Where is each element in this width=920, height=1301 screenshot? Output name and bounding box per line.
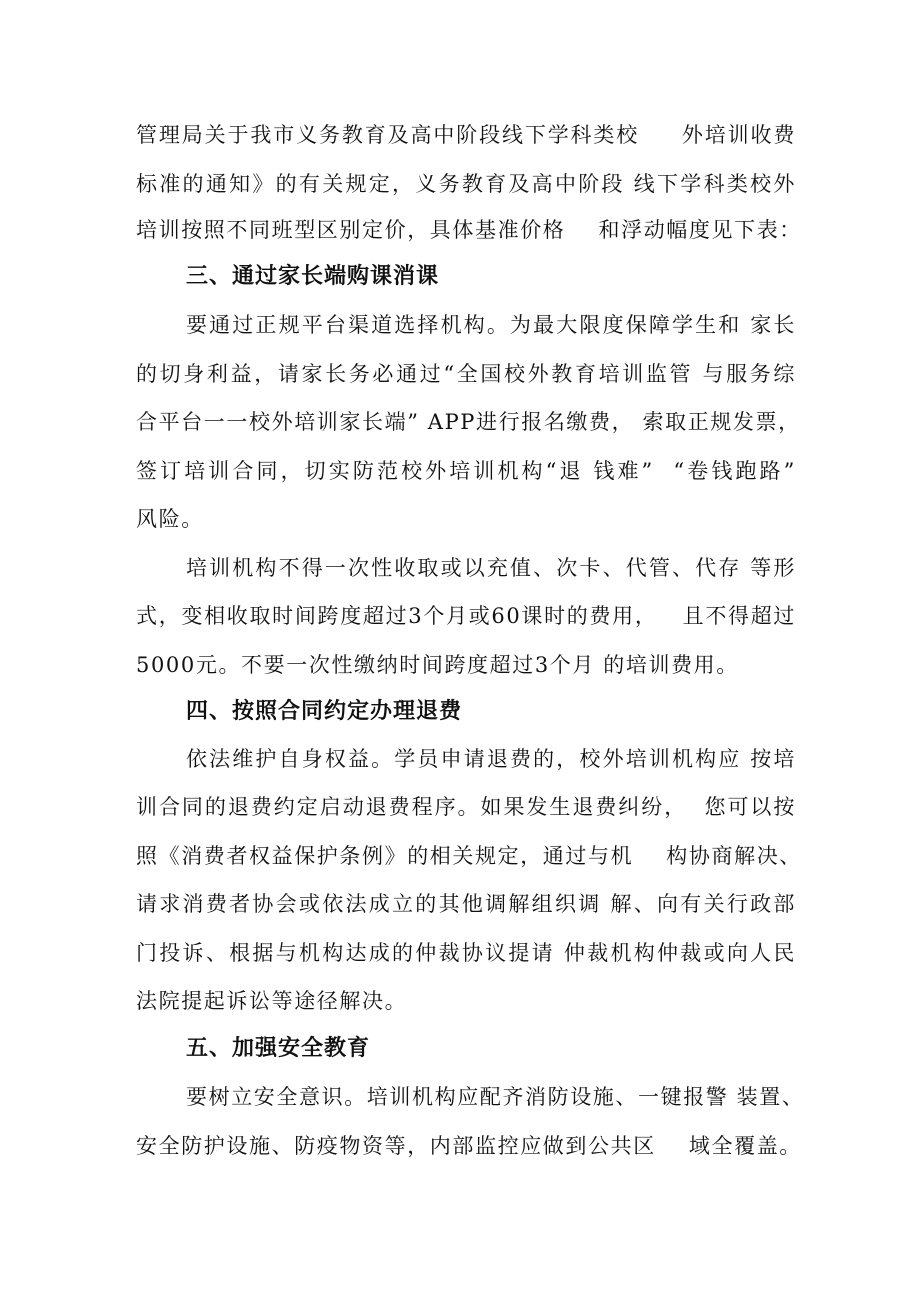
text-line: 安全防护设施、防疫物资等，内部监控应做到公共区 域全覆盖。 xyxy=(136,1134,802,1158)
text-line: 训合同的退费约定启动退费程序。如果发生退费纠纷， 您可以按 xyxy=(136,795,796,819)
text-line: 培训机构不得一次性收取或以充值、次卡、代管、代存 等形 xyxy=(186,556,796,580)
section-heading: 五、加强安全教育 xyxy=(186,1036,371,1061)
section-heading: 三、通过家长端购课消课 xyxy=(186,264,440,289)
text-line: 请求消费者协会或依法成立的其他调解组织调 解、向有关行政部 xyxy=(136,892,796,916)
text-line: 法院提起诉讼等途径解决。 xyxy=(136,989,408,1013)
text-line: 要通过正规平台渠道选择机构。为最大限度保障学生和 家长 xyxy=(186,313,796,337)
text-line: 式，变相收取时间跨度超过3个月或60课时的费用， 且不得超过 xyxy=(136,604,796,628)
text-line: 要树立安全意识。培训机构应配齐消防设施、一键报警 装置、 xyxy=(186,1085,805,1109)
text-line: 管理局关于我市义务教育及高中阶段线下学科类校 外培训收费 xyxy=(136,123,796,147)
text-line: 依法维护自身权益。学员申请退费的，校外培训机构应 按培 xyxy=(186,747,796,771)
text-line: 培训按照不同班型区别定价，具体基准价格 和浮动幅度见下表： xyxy=(136,218,802,242)
text-line: 签订培训合同，切实防范校外培训机构“退 钱难” “卷钱跑路” xyxy=(136,459,796,483)
text-line: 门投诉、根据与机构达成的仲裁协议提请 仲裁机构仲裁或向人民 xyxy=(136,941,796,965)
text-line: 的切身利益，请家长务必通过“全国校外教育培训监管 与服务综 xyxy=(136,362,796,386)
text-line: 照《消费者权益保护条例》的相关规定，通过与机 构协商解决、 xyxy=(136,844,802,868)
text-line: 标准的通知》的有关规定，义务教育及高中阶段 线下学科类校外 xyxy=(136,172,796,196)
text-line: 合平台一一校外培训家长端” APP进行报名缴费， 索取正规发票， xyxy=(136,410,801,434)
text-line: 5000元。不要一次性缴纳时间跨度超过3个月 的培训费用。 xyxy=(136,653,739,677)
text-line: 风险。 xyxy=(136,507,204,531)
section-heading: 四、按照合同约定办理退费 xyxy=(186,699,463,724)
